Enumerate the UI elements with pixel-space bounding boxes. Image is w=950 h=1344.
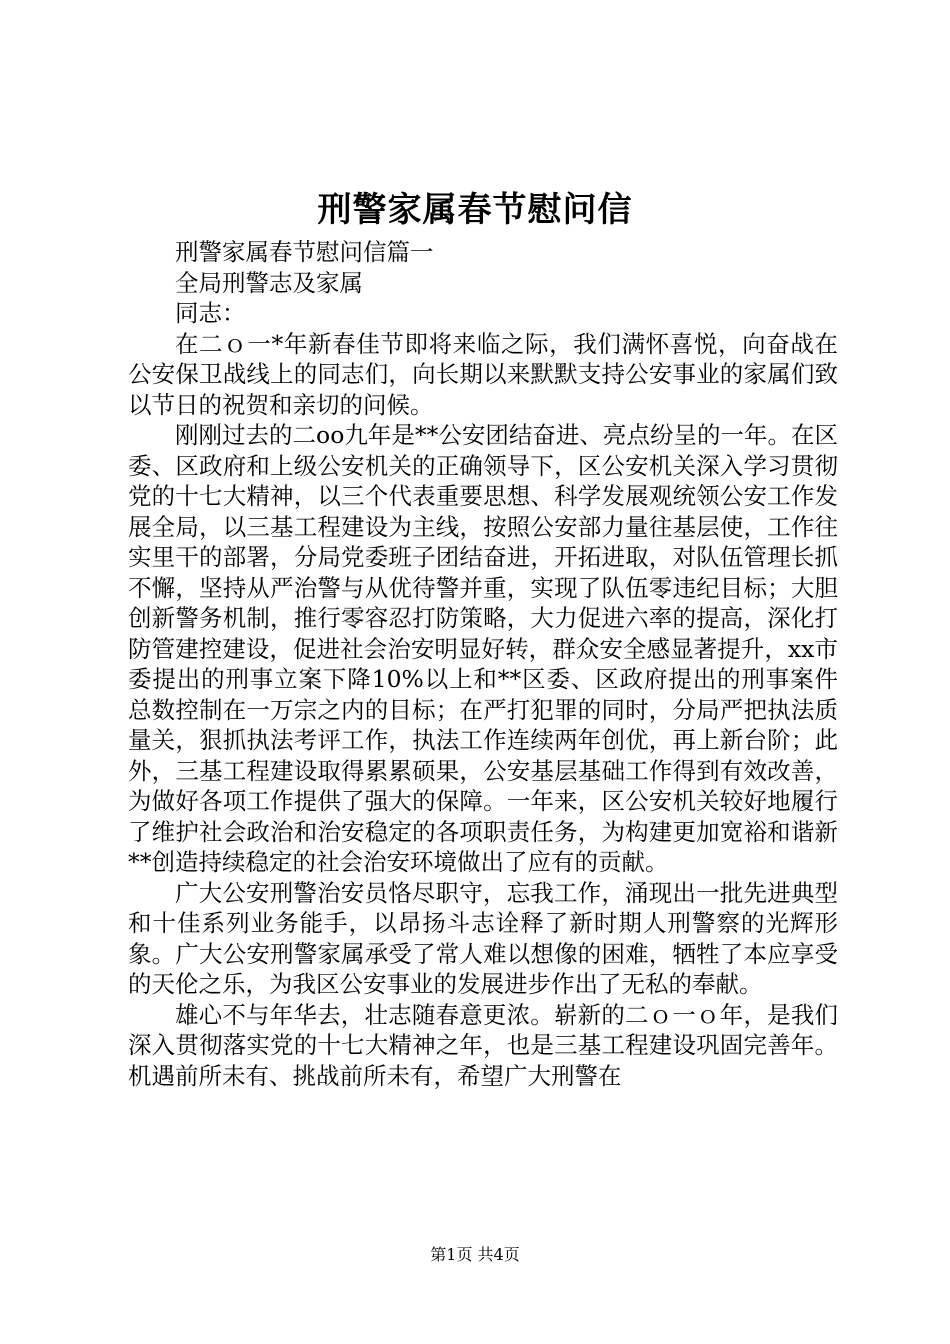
paragraph-praise: 广大公安刑警治安员恪尽职守，忘我工作，涌现出一批先进典型和十佳系列业务能手，以昂扬斗志诠释了新时期人刑警察的光辉形象。广大公安刑警家属承受了常人难以想像的困难，牺牲了本应享受的天伦之乐，为我区公安事业的发展进步作出了无私的奉献。	[128, 878, 838, 998]
paragraph-subtitle: 刑警家属春节慰问信篇一	[175, 238, 434, 266]
page-footer: 第1页 共4页	[430, 1245, 520, 1264]
document-title: 刑警家属春节慰问信	[317, 190, 633, 230]
paragraph-greeting: 在二ｏ一*年新春佳节即将来临之际，我们满怀喜悦，向奋战在公安保卫战线上的同志们，向长期以来默默支持公安事业的家属们致以节日的祝贺和亲切的问候。	[128, 329, 838, 419]
paragraph-review: 刚刚过去的二oo九年是**公安团结奋进、亮点纷呈的一年。在区委、区政府和上级公安机关的正确领导下，区公安机关深入学习贯彻党的十七大精神，以三个代表重要思想、科学发展观统领公安工作发展全局，以三基工程建设为主线，按照公安部力量往基层使，工作往实里干的部署，分局党委班子团结奋进，开拓进取，对队伍管理长抓不懈，坚持从严治警与从优待警并重，实现了队伍零违纪目标；大胆创新警务机制，推行零容忍打防策略，大力促进六率的提高，深化打防管建控建设，促进社会治安明显好转，群众安全感显著提升，xx市委提出的刑事立案下降10%以上和**区委、区政府提出的刑事案件总数控制在一万宗之内的目标；在严打犯罪的同时，分局严把执法质量关，狠抓执法考评工作，执法工作连续两年创优，再上新台阶；此外，三基工程建设取得累累硕果，公安基层基础工作得到有效改善，为做好各项工作提供了强大的保障。一年来，区公安机关较好地履行了维护社会政治和治安稳定的各项职责任务，为构建更加宽裕和谐新**创造持续稳定的社会治安环境做出了应有的贡献。	[128, 421, 838, 876]
paragraph-recipient: 全局刑警志及家属	[175, 268, 363, 297]
paragraph-outlook: 雄心不与年华去，壮志随春意更浓。崭新的二ｏ一ｏ年，是我们深入贯彻落实党的十七大精神之年，也是三基工程建设巩固完善年。机遇前所未有、挑战前所未有，希望广大刑警在	[128, 1000, 838, 1090]
paragraph-salutation: 同志：	[175, 299, 246, 327]
document-body	[128, 237, 838, 1091]
